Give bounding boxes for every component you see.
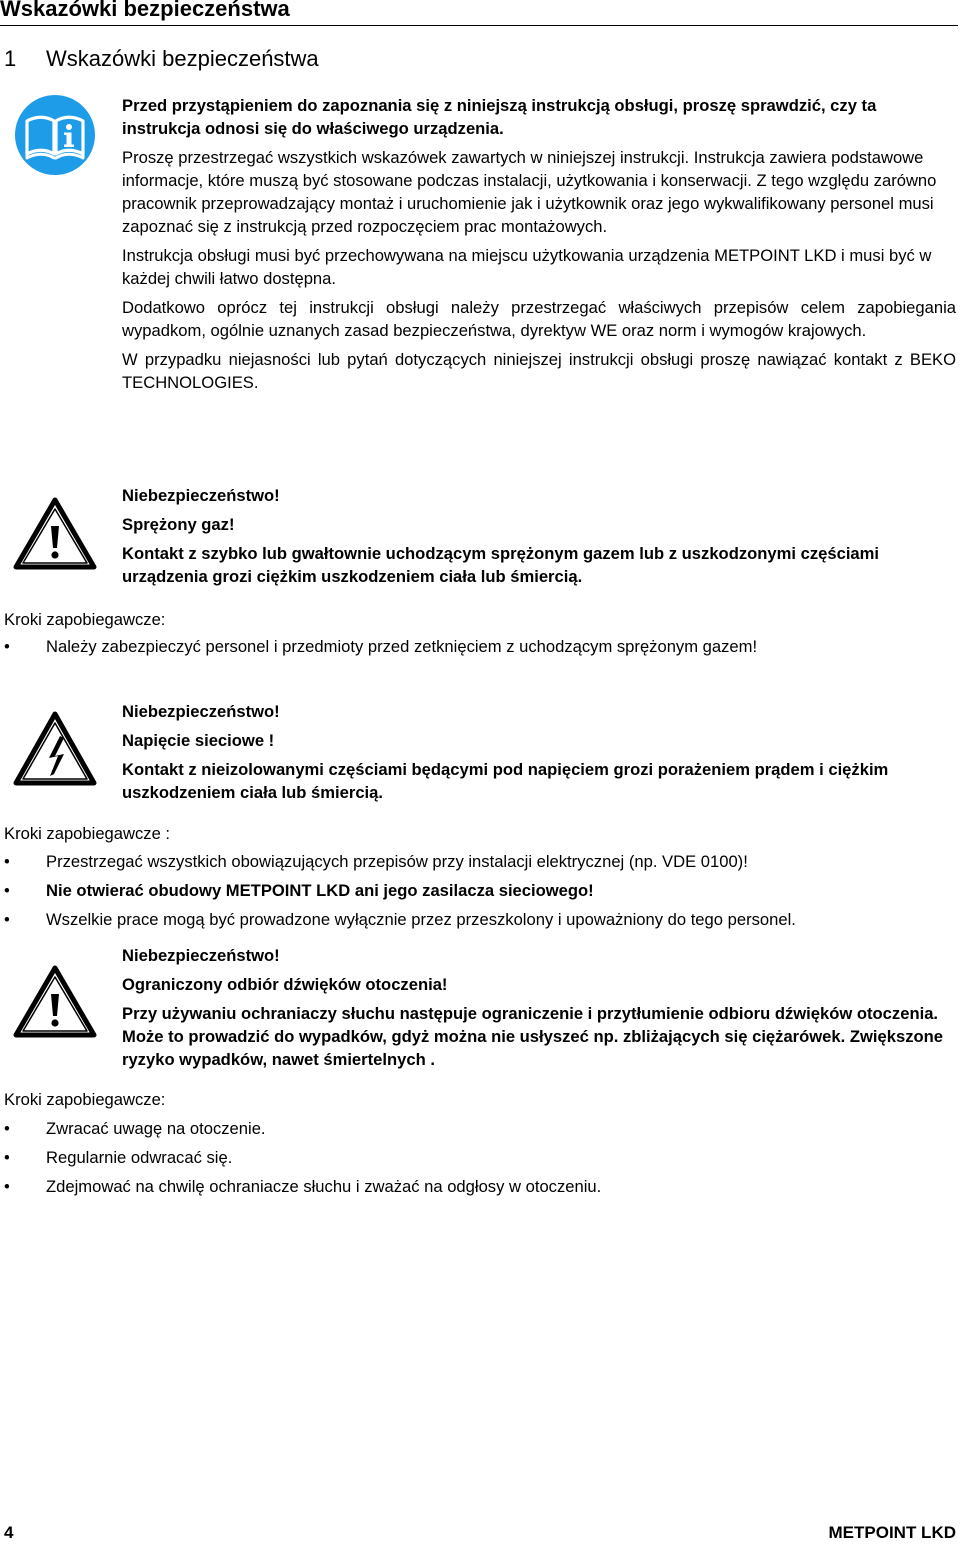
bullet: • bbox=[4, 1148, 10, 1167]
page-number: 4 bbox=[4, 1523, 14, 1542]
warning-subject: Ograniczony odbiór dźwięków otoczenia! bbox=[122, 975, 448, 994]
header-rule bbox=[0, 25, 958, 26]
warning-label: Niebezpieczeństwo! bbox=[122, 702, 280, 721]
bullet: • bbox=[4, 881, 10, 900]
warning-block-compressed-gas bbox=[122, 484, 956, 588]
list-item bbox=[4, 1148, 232, 1168]
bullet: • bbox=[4, 1119, 10, 1138]
list-item-text: Należy zabezpieczyć personel i przedmioty przed zetknięciem z uchodzącym sprężonym gazem! bbox=[46, 637, 758, 656]
warning-label: Niebezpieczeństwo! bbox=[122, 486, 280, 505]
page-header-title: Wskazówki bezpieczeństwa bbox=[0, 0, 290, 21]
steps-heading: Kroki zapobiegawcze: bbox=[4, 1090, 166, 1109]
intro-text bbox=[122, 94, 956, 400]
list-item-text: Zdejmować na chwilę ochraniacze słuchu i zważać na odgłosy w otoczeniu. bbox=[46, 1177, 602, 1196]
list-item-text: Wszelkie prace mogą być prowadzone wyłącznie przez przeszkolony i upoważniony do tego personel. bbox=[46, 910, 796, 929]
intro-paragraph-1: Proszę przestrzegać wszystkich wskazówek zawartych w niniejszej instrukcji. Instrukcja zawiera podstawowe informacje, które muszą być stosowane podczas instalacji, użytkowania i konserwacji. Z tego względu zarówno pracownik przeprowadzający montaż i uruchomienie jak i użytkownik oraz jego wykwalifikowany personel musi zapoznać się z instrukcją przed rozpoczęciem prac montażowych. bbox=[122, 148, 937, 236]
section-heading bbox=[4, 46, 319, 72]
intro-bold-note: Przed przystąpieniem do zapoznania się z niniejszą instrukcją obsługi, proszę sprawdzić, czy ta instrukcja odnosi się do właściwego urządzenia. bbox=[122, 96, 877, 138]
warning-exclamation-icon bbox=[12, 964, 98, 1040]
intro-paragraph-2: Instrukcja obsługi musi być przechowywana na miejscu użytkowania urządzenia METPOINT LKD i musi być w każdej chwili łatwo dostępna. bbox=[122, 246, 932, 288]
list-item-text: Regularnie odwracać się. bbox=[46, 1148, 233, 1167]
list-item bbox=[4, 637, 757, 657]
intro-paragraph-3: Dodatkowo oprócz tej instrukcji obsługi należy przestrzegać właściwych przepisów celem zapobiegania wypadkom, ogólnie uznanych zasad bezpieczeństwa, dyrektyw WE oraz norm i wymogów krajowych. bbox=[122, 298, 956, 340]
footer-product-name: METPOINT LKD bbox=[828, 1523, 956, 1542]
warning-block-hearing-protection bbox=[122, 944, 956, 1071]
warning-text: Kontakt z szybko lub gwałtownie uchodzącym sprężonym gazem lub z uszkodzonymi częściami urządzenia grozi ciężkim uszkodzeniem ciała lub śmiercią. bbox=[122, 544, 880, 586]
section-title: Wskazówki bezpieczeństwa bbox=[46, 46, 319, 71]
bullet: • bbox=[4, 637, 10, 656]
read-manual-icon bbox=[14, 94, 96, 176]
list-item bbox=[4, 852, 748, 872]
steps-heading: Kroki zapobiegawcze: bbox=[4, 610, 166, 629]
warning-subject: Napięcie sieciowe ! bbox=[122, 731, 275, 750]
list-item bbox=[4, 1177, 601, 1197]
list-item-text: Nie otwierać obudowy METPOINT LKD ani jego zasilacza sieciowego! bbox=[46, 881, 594, 900]
warning-text: Przy używaniu ochraniaczy słuchu następuje ograniczenie i przytłumienie odbioru dźwięków otoczenia. Może to prowadzić do wypadków, gdyż można nie usłyszeć np. zbliżających się ciężarówek. Zwiększone ryzyko wypadków, nawet śmiertelnych . bbox=[122, 1004, 943, 1069]
warning-label: Niebezpieczeństwo! bbox=[122, 946, 280, 965]
list-item bbox=[4, 1119, 266, 1139]
list-item-text: Zwracać uwagę na otoczenie. bbox=[46, 1119, 266, 1138]
warning-block-mains-voltage bbox=[122, 700, 956, 804]
list-item-text: Przestrzegać wszystkich obowiązujących przepisów przy instalacji elektrycznej (np. VDE 0100)! bbox=[46, 852, 748, 871]
list-item bbox=[4, 910, 796, 930]
list-item bbox=[4, 881, 594, 901]
warning-exclamation-icon bbox=[12, 496, 98, 572]
bullet: • bbox=[4, 1177, 10, 1196]
high-voltage-icon bbox=[12, 710, 98, 788]
warning-text: Kontakt z nieizolowanymi częściami będącymi pod napięciem grozi porażeniem prądem i ciężkim uszkodzeniem ciała lub śmiercią. bbox=[122, 760, 889, 802]
intro-paragraph-4: W przypadku niejasności lub pytań dotyczących niniejszej instrukcji obsługi proszę nawiązać kontakt z BEKO TECHNOLOGIES. bbox=[122, 350, 956, 392]
bullet: • bbox=[4, 852, 10, 871]
warning-subject: Sprężony gaz! bbox=[122, 515, 235, 534]
section-number: 1 bbox=[4, 46, 17, 71]
steps-heading: Kroki zapobiegawcze : bbox=[4, 824, 171, 843]
bullet: • bbox=[4, 910, 10, 929]
